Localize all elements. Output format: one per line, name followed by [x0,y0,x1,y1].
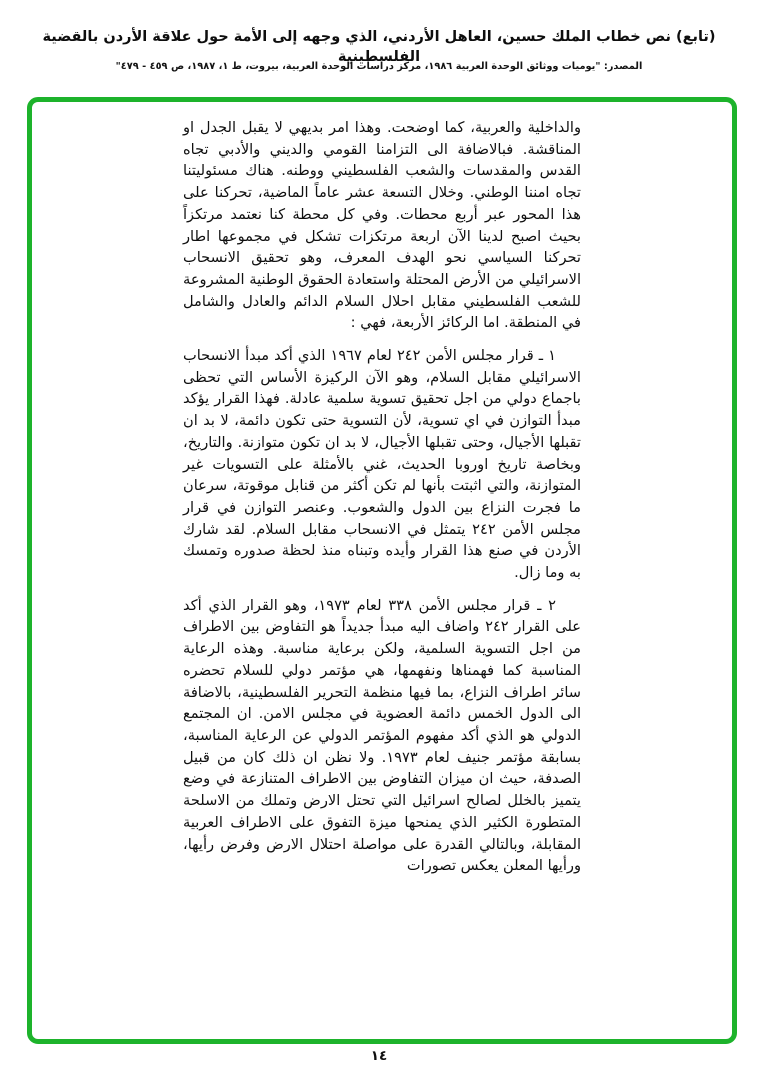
content-frame [27,97,737,1044]
page-number: ١٤ [370,1048,388,1064]
paragraph-resolution-338: ٢ ـ قرار مجلس الأمن ٣٣٨ لعام ١٩٧٣، وهو القرار الذي أكد على القرار ٢٤٢ واضاف اليه مبدأ جديداً هو التفاوض بين الاطراف من اجل التسوية السلمية، ولكن برعاية مناسبة. وهذه الرعاية المناسبة كما فهمناها ونفهمها، هي مؤتمر دولي للسلام تحضره سائر اطراف النزاع، بما فيها منظمة التحرير الفلسطينية، بالاضافة الى الدول الخمس دائمة العضوية في مجلس الامن. ان المجتمع الدولي هو الذي أكد مفهوم المؤتمر الدولي عن الرعاية المناسبة، بسابقة مؤتمر جنيف لعام ١٩٧٣. ولا نظن ان ذلك كان من قبيل الصدفة، حيث ان ميزان التفاوض بين الاطراف المتنازعة في وضع يتميز بالخلل لصالح اسرائيل التي تحتل الارض وتملك من الاسلحة المتطورة الكثير الذي يمنحها ميزة التفوق على الاطراف العربية المقابلة، وبالتالي القدرة على مواصلة احتلال الارض وفرض رأيها، ورأيها المعلن يعكس تصورات [183,596,581,875]
source-line: المصدر: "يوميات ووثائق الوحدة العربية ١٩٨٦، مركز دراسات الوحدة العربية، بيروت، ط ١، ١٩٨٧، ص ٤٥٩ - ٤٧٩" [115,61,643,72]
page-title: (تابع) نص خطاب الملك حسين، العاهل الأردني، الذي وجهه إلى الأمة حول علاقة الأردن بالقضية الفلسطينية [42,29,716,65]
body-text [183,117,581,877]
paragraph-intro: والداخلية والعربية، كما اوضحت. وهذا امر بديهي لا يقبل الجدل او المناقشة. فبالاضافة الى التزامنا القومي والديني والأدبي تجاه القدس والمقدسات والشعب الفلسطيني ووطنه. هناك مسئوليتنا تجاه امننا الوطني. وخلال التسعة عشر عاماً الماضية، تحركنا على هذا المحور عبر أربع محطات. وفي كل محطة كنا نعتمد مرتكزاً بحيث اصبح لدينا الآن اربعة مرتكزات تشكل في مجموعها اطار تحركنا السياسي نحو الهدف المعرف، وهو تحقيق الانسحاب الاسرائيلي من الأرض المحتلة واستعادة الحقوق الوطنية المشروعة للشعب الفلسطيني مقابل احلال السلام الدائم والعادل والشامل في المنطقة. اما الركائز الأربعة، فهي : [183,119,581,332]
paragraph-resolution-242: ١ ـ قرار مجلس الأمن ٢٤٢ لعام ١٩٦٧ الذي أكد مبدأ الانسحاب الاسرائيلي مقابل السلام، وهو الآن الركيزة الأساس التي تحظى باجماع دولي من اجل تحقيق تسوية سلمية عادلة. فهذا القرار يؤكد مبدأ التوازن في اي تسوية، لأن التسوية حتى تكون دائمة، لا بد ان تقبلها الأجيال، وحتى تقبلها الأجيال، لا بد ان تكون متوازنة. والتاريخ، وبخاصة تاريخ اوروبا الحديث، غني بالأمثلة على التسويات غير المتوازنة، والتي اثبتت بأنها لم تكن أكثر من قنابل موقوتة، سرعان ما فجرت النزاع بين الدول والشعوب. وعنصر التوازن في قرار مجلس الأمن ٢٤٢ يتمثل في الانسحاب مقابل السلام. لقد شارك الأردن في صنع هذا القرار وأيده وتبناه منذ لحظة صدوره وتمسك به وما زال. [183,347,581,582]
